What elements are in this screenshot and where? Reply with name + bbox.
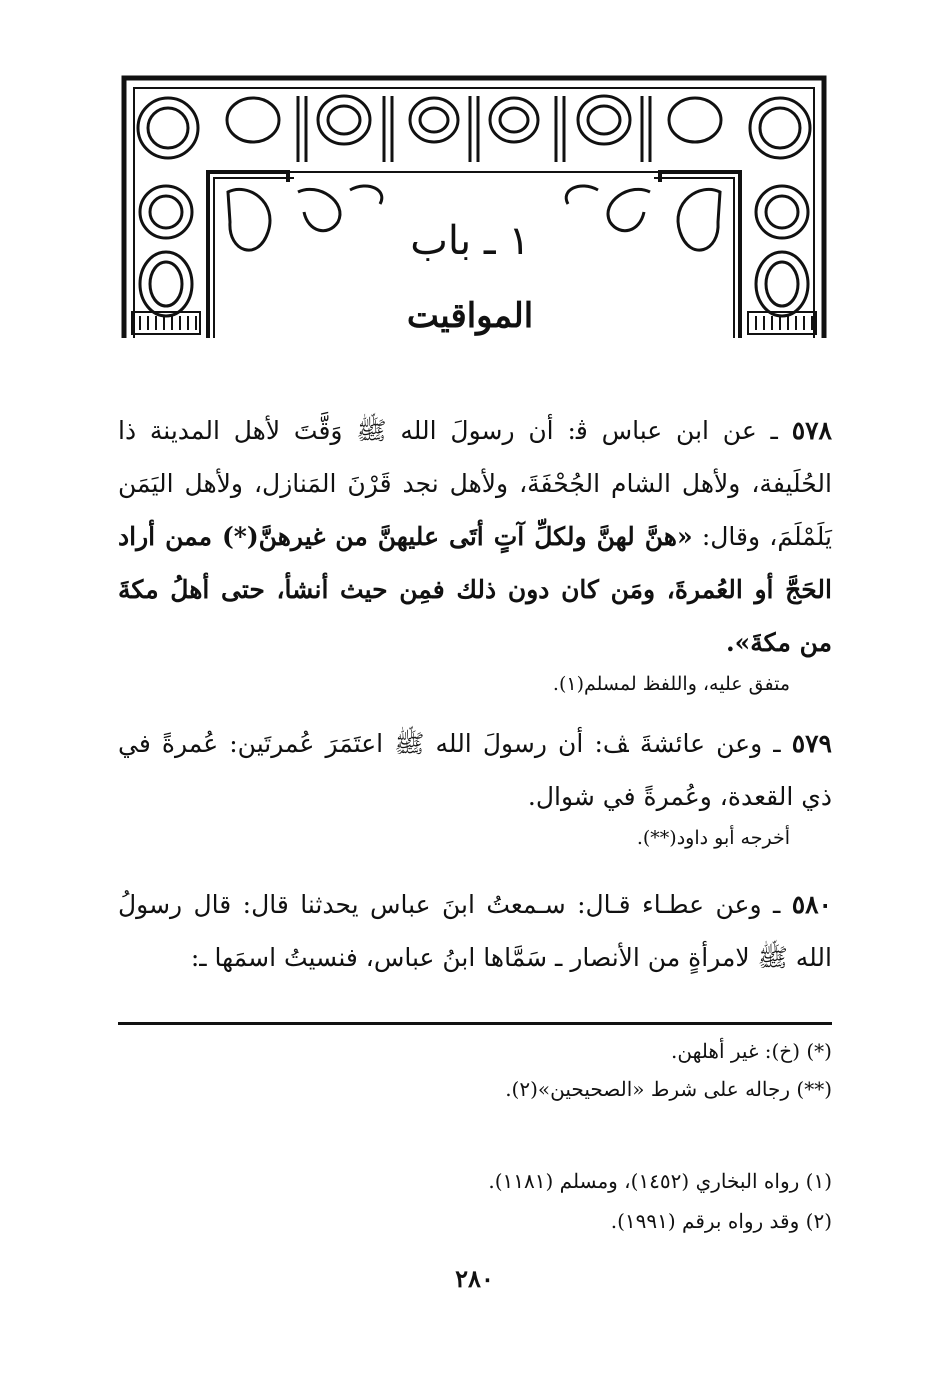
footnotes (118, 1166, 832, 1236)
hadith-number: ٥٧٨ (791, 416, 832, 445)
hadith-text: ـ وعن عطـاء قـال: سـمعتُ ابنَ عباس يحدثنا قال: قال رسولُ الله ﷺ لامرأةٍ من الأنصار ـ سَمَّاها ابنُ عباس، فنسيتُ اسمَها ـ: (118, 890, 832, 972)
hadith-578-text (118, 404, 832, 669)
hadith-text: وَقَّتَ لأهل المدينة ذا الحُلَيفة، ولأهل الشام الجُحْفَةَ، ولأهل نجد قَرْنَ المَنازل، ولأهل اليَمَن يَلَمْلَمَ، وقال: (118, 416, 832, 551)
hadith-lead: ـ عن ابن عباس ﭬ: أن رسولَ الله ﷺ (356, 416, 778, 445)
hadith-source: أخرجه أبو داود(**). (636, 827, 790, 849)
footnote: (٢) وقد رواه برقم (١٩٩١). (610, 1209, 832, 1233)
hadith-quote: «هنَّ لهنَّ ولكلِّ آتٍ أتَى عليهنَّ من غيرهنَّ(*) ممن أراد الحَجَّ أو العُمرةَ، ومَن كان دون ذلك فمِن حيث أنشأ، حتى أهلُ مكةَ من مكةَ». (118, 522, 832, 657)
footnote: (١) رواه البخاري (١٤٥٢)، ومسلم (١١٨١). (488, 1169, 832, 1193)
hadith-source: متفق عليه، واللفظ لمسلم(١). (552, 673, 790, 695)
footnote-divider (118, 1022, 832, 1025)
chapter-title: المواقيت (406, 296, 534, 336)
hadith-580-text (118, 878, 832, 984)
editor-note: (**) رجاله على شرط «الصحيحين»(٢). (505, 1077, 832, 1101)
hadith-578 (118, 404, 832, 699)
hadith-580 (118, 878, 832, 984)
page-number: ٢٨٠ (455, 1264, 494, 1293)
chapter-heading: ١ ـ باب (410, 218, 530, 264)
editor-note: (*) (خ): غير أهلهن. (671, 1039, 832, 1063)
hadith-text: ـ وعن عائشةَ ﭫ: أن رسولَ الله ﷺ اعتَمَرَ عُمرتَين: عُمرةً في ذي القعدة، وعُمرةً في شوال. (118, 729, 832, 811)
editor-notes (118, 1036, 832, 1104)
hadith-number: ٥٨٠ (791, 890, 832, 919)
hadith-579-text (118, 717, 832, 823)
hadith-579 (118, 717, 832, 853)
hadith-number: ٥٧٩ (791, 729, 832, 758)
